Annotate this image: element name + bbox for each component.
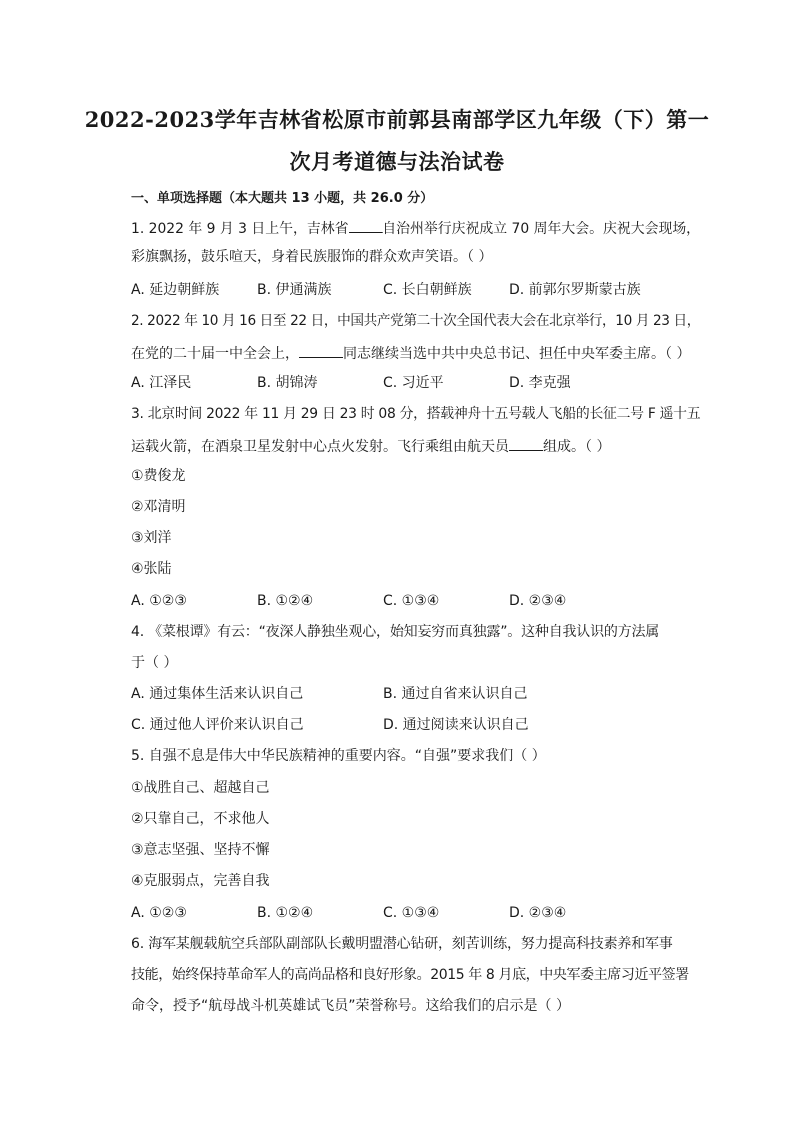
- section-heading: 一、单项选择题（本大题共 13 小题，共 26.0 分）: [131, 191, 434, 206]
- q3-option-d: D. ②③④: [509, 593, 567, 609]
- q3-item-4: ④张陆: [131, 561, 172, 577]
- q1-option-b: B. 伊通满族: [257, 282, 332, 298]
- q1-line-1: 1. 2022 年 9 月 3 日上午，吉林省 自治州举行庆祝成立 70 周年大会。庆祝大会现场，: [131, 218, 700, 238]
- q5-item-1: ①战胜自己、超越自己: [131, 780, 270, 796]
- q3-option-b: B. ①②④: [257, 593, 314, 609]
- q5-line-1: 5. 自强不息是伟大中华民族精神的重要内容。“自强”要求我们（ ）: [131, 748, 546, 764]
- q3-item-1: ①费俊龙: [131, 468, 186, 484]
- q5-option-b: B. ①②④: [257, 905, 314, 921]
- q5-item-2: ②只靠自己，不求他人: [131, 811, 270, 827]
- answer-blank: [509, 436, 543, 451]
- q4-option-c: C. 通过他人评价来认识自己: [131, 717, 304, 733]
- answer-blank: [299, 343, 343, 358]
- q3-line-2: 运载火箭，在酒泉卫星发射中心点火发射。飞行乘组由航天员 组成。（ ）: [131, 436, 610, 456]
- q2-option-c: C. 习近平: [383, 375, 444, 391]
- q6-line-1: 6. 海军某舰载航空兵部队副部队长戴明盟潜心钻研，刻苦训练，努力提高科技素养和军事: [131, 936, 673, 952]
- q6-line-2: 技能，始终保持革命军人的高尚品格和良好形象。2015 年 8 月底，中央军委主席习近平签署: [131, 967, 689, 983]
- q1-line-2: 彩旗飘扬，鼓乐喧天，身着民族服饰的群众欢声笑语。（ ）: [131, 249, 493, 265]
- q4-line-2: 于（ ）: [131, 655, 178, 671]
- q3-item-3: ③刘洋: [131, 530, 172, 546]
- q5-option-c: C. ①③④: [383, 905, 440, 921]
- q3-option-c: C. ①③④: [383, 593, 440, 609]
- answer-blank: [349, 218, 383, 233]
- exam-title-line-1: 2022-2023学年吉林省松原市前郭县南部学区九年级（下）第一: [84, 107, 710, 132]
- q1-option-a: A. 延边朝鲜族: [131, 282, 220, 298]
- q1-option-d: D. 前郭尔罗斯蒙古族: [509, 282, 641, 298]
- q2-option-a: A. 江泽民: [131, 375, 192, 391]
- q4-option-b: B. 通过自省来认识自己: [383, 686, 528, 702]
- q6-line-3: 命令，授予“航母战斗机英雄试飞员”荣誉称号。这给我们的启示是（ ）: [131, 998, 570, 1014]
- q5-item-3: ③意志坚强、坚持不懈: [131, 842, 270, 858]
- q2-line-1: 2. 2022 年 10 月 16 日至 22 日，中国共产党第二十次全国代表大会在北京举行，10 月 23 日，: [131, 313, 701, 329]
- q4-option-a: A. 通过集体生活来认识自己: [131, 686, 304, 702]
- q1-option-c: C. 长白朝鲜族: [383, 282, 472, 298]
- q2-option-b: B. 胡锦涛: [257, 375, 318, 391]
- q2-line-2: 在党的二十届一中全会上， 同志继续当选中共中央总书记、担任中央军委主席。（ ）: [131, 343, 690, 363]
- q5-item-4: ④克服弱点，完善自我: [131, 873, 270, 889]
- q3-option-a: A. ①②③: [131, 593, 187, 609]
- q4-line-1: 4. 《菜根谭》有云：“夜深人静独坐观心，始知妄穷而真独露”。这种自我认识的方法属: [131, 624, 660, 640]
- q3-line-1: 3. 北京时间 2022 年 11 月 29 日 23 时 08 分，搭载神舟十五号载人飞船的长征二号 F 遥十五: [131, 406, 701, 422]
- q3-item-2: ②邓清明: [131, 499, 186, 515]
- q2-option-d: D. 李克强: [509, 375, 571, 391]
- q5-option-a: A. ①②③: [131, 905, 187, 921]
- q4-option-d: D. 通过阅读来认识自己: [383, 717, 529, 733]
- q5-option-d: D. ②③④: [509, 905, 567, 921]
- exam-title-line-2: 次月考道德与法治试卷: [289, 149, 505, 174]
